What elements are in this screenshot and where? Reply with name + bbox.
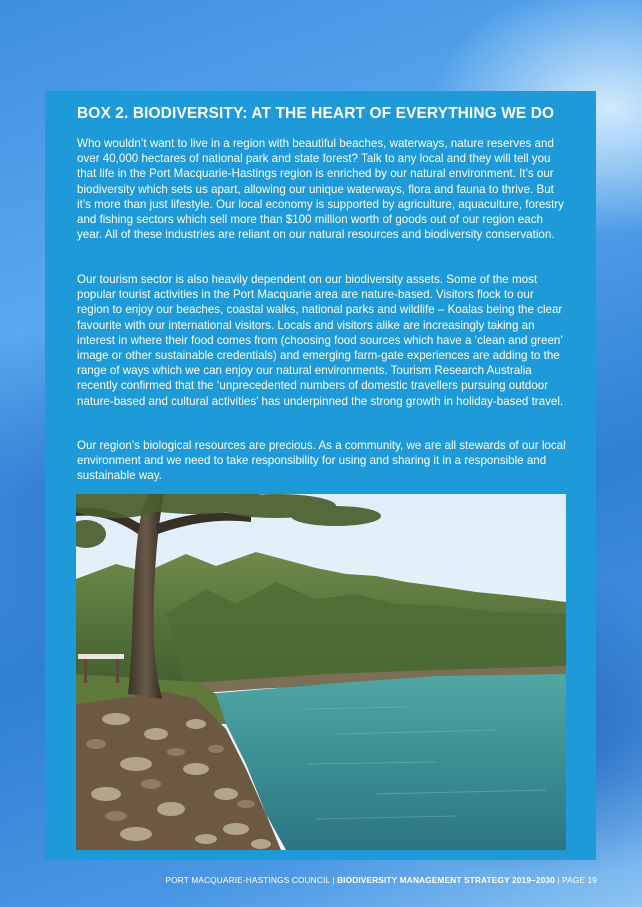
footer-separator-2: | — [557, 875, 560, 885]
box-title: BOX 2. BIODIVERSITY: AT THE HEART OF EVERYTHING WE DO — [77, 105, 555, 122]
paragraph-3: Our region’s biological resources are precious. As a community, we are all stewards of our local environment and we need to take responsibility for using and sharing it in a responsible and sustainable way. — [77, 439, 566, 483]
footer-page-number: PAGE 19 — [562, 875, 597, 885]
page-footer — [165, 875, 597, 885]
paragraph-2: Our tourism sector is also heavily dependent on our biodiversity assets. Some of the most popular tourist activities in the Port Macquarie area are nature-based. Visitors flock to our region to enjoy our beaches, coastal walks, national parks and wildlife – Koalas being the clear favourite with our international visitors. Locals and visitors alike are increasingly taking an interest in where their food comes from (choosing food sources which have a ‘clean and green’ image or other sustainable credentials) and emerging farm-gate experiences are adding to the range of ways which we can enjoy our natural environments. Tourism Research Australia recently confirmed that the ‘unprecedented numbers of domestic travellers pursuing outdoor nature-based and cultural activities’ has underpinned the strong growth in holiday-based travel. — [77, 273, 564, 408]
lake-photo — [76, 494, 566, 850]
footer-strategy: BIODIVERSITY MANAGEMENT STRATEGY 2019–2030 — [337, 875, 555, 885]
biodiversity-box — [45, 91, 596, 860]
footer-council: PORT MACQUARIE-HASTINGS COUNCIL — [165, 875, 330, 885]
footer-separator-1: | — [332, 875, 335, 885]
paragraph-1: Who wouldn’t want to live in a region with beautiful beaches, waterways, nature reserves and over 40,000 hectares of national park and state forest? Talk to any local and they will tell you that life in the Port Macquarie-Hastings region is enriched by our natural environment. It’s our biodiversity which sets us apart, allowing our unique waterways, flora and fauna to thrive. But it’s more than just lifestyle. Our local economy is supported by agriculture, aquaculture, forestry and fishing sectors which sell more than $100 million worth of goods out of our region each year. All of these industries are reliant on our natural resources and biodiversity conservation. — [77, 137, 564, 242]
